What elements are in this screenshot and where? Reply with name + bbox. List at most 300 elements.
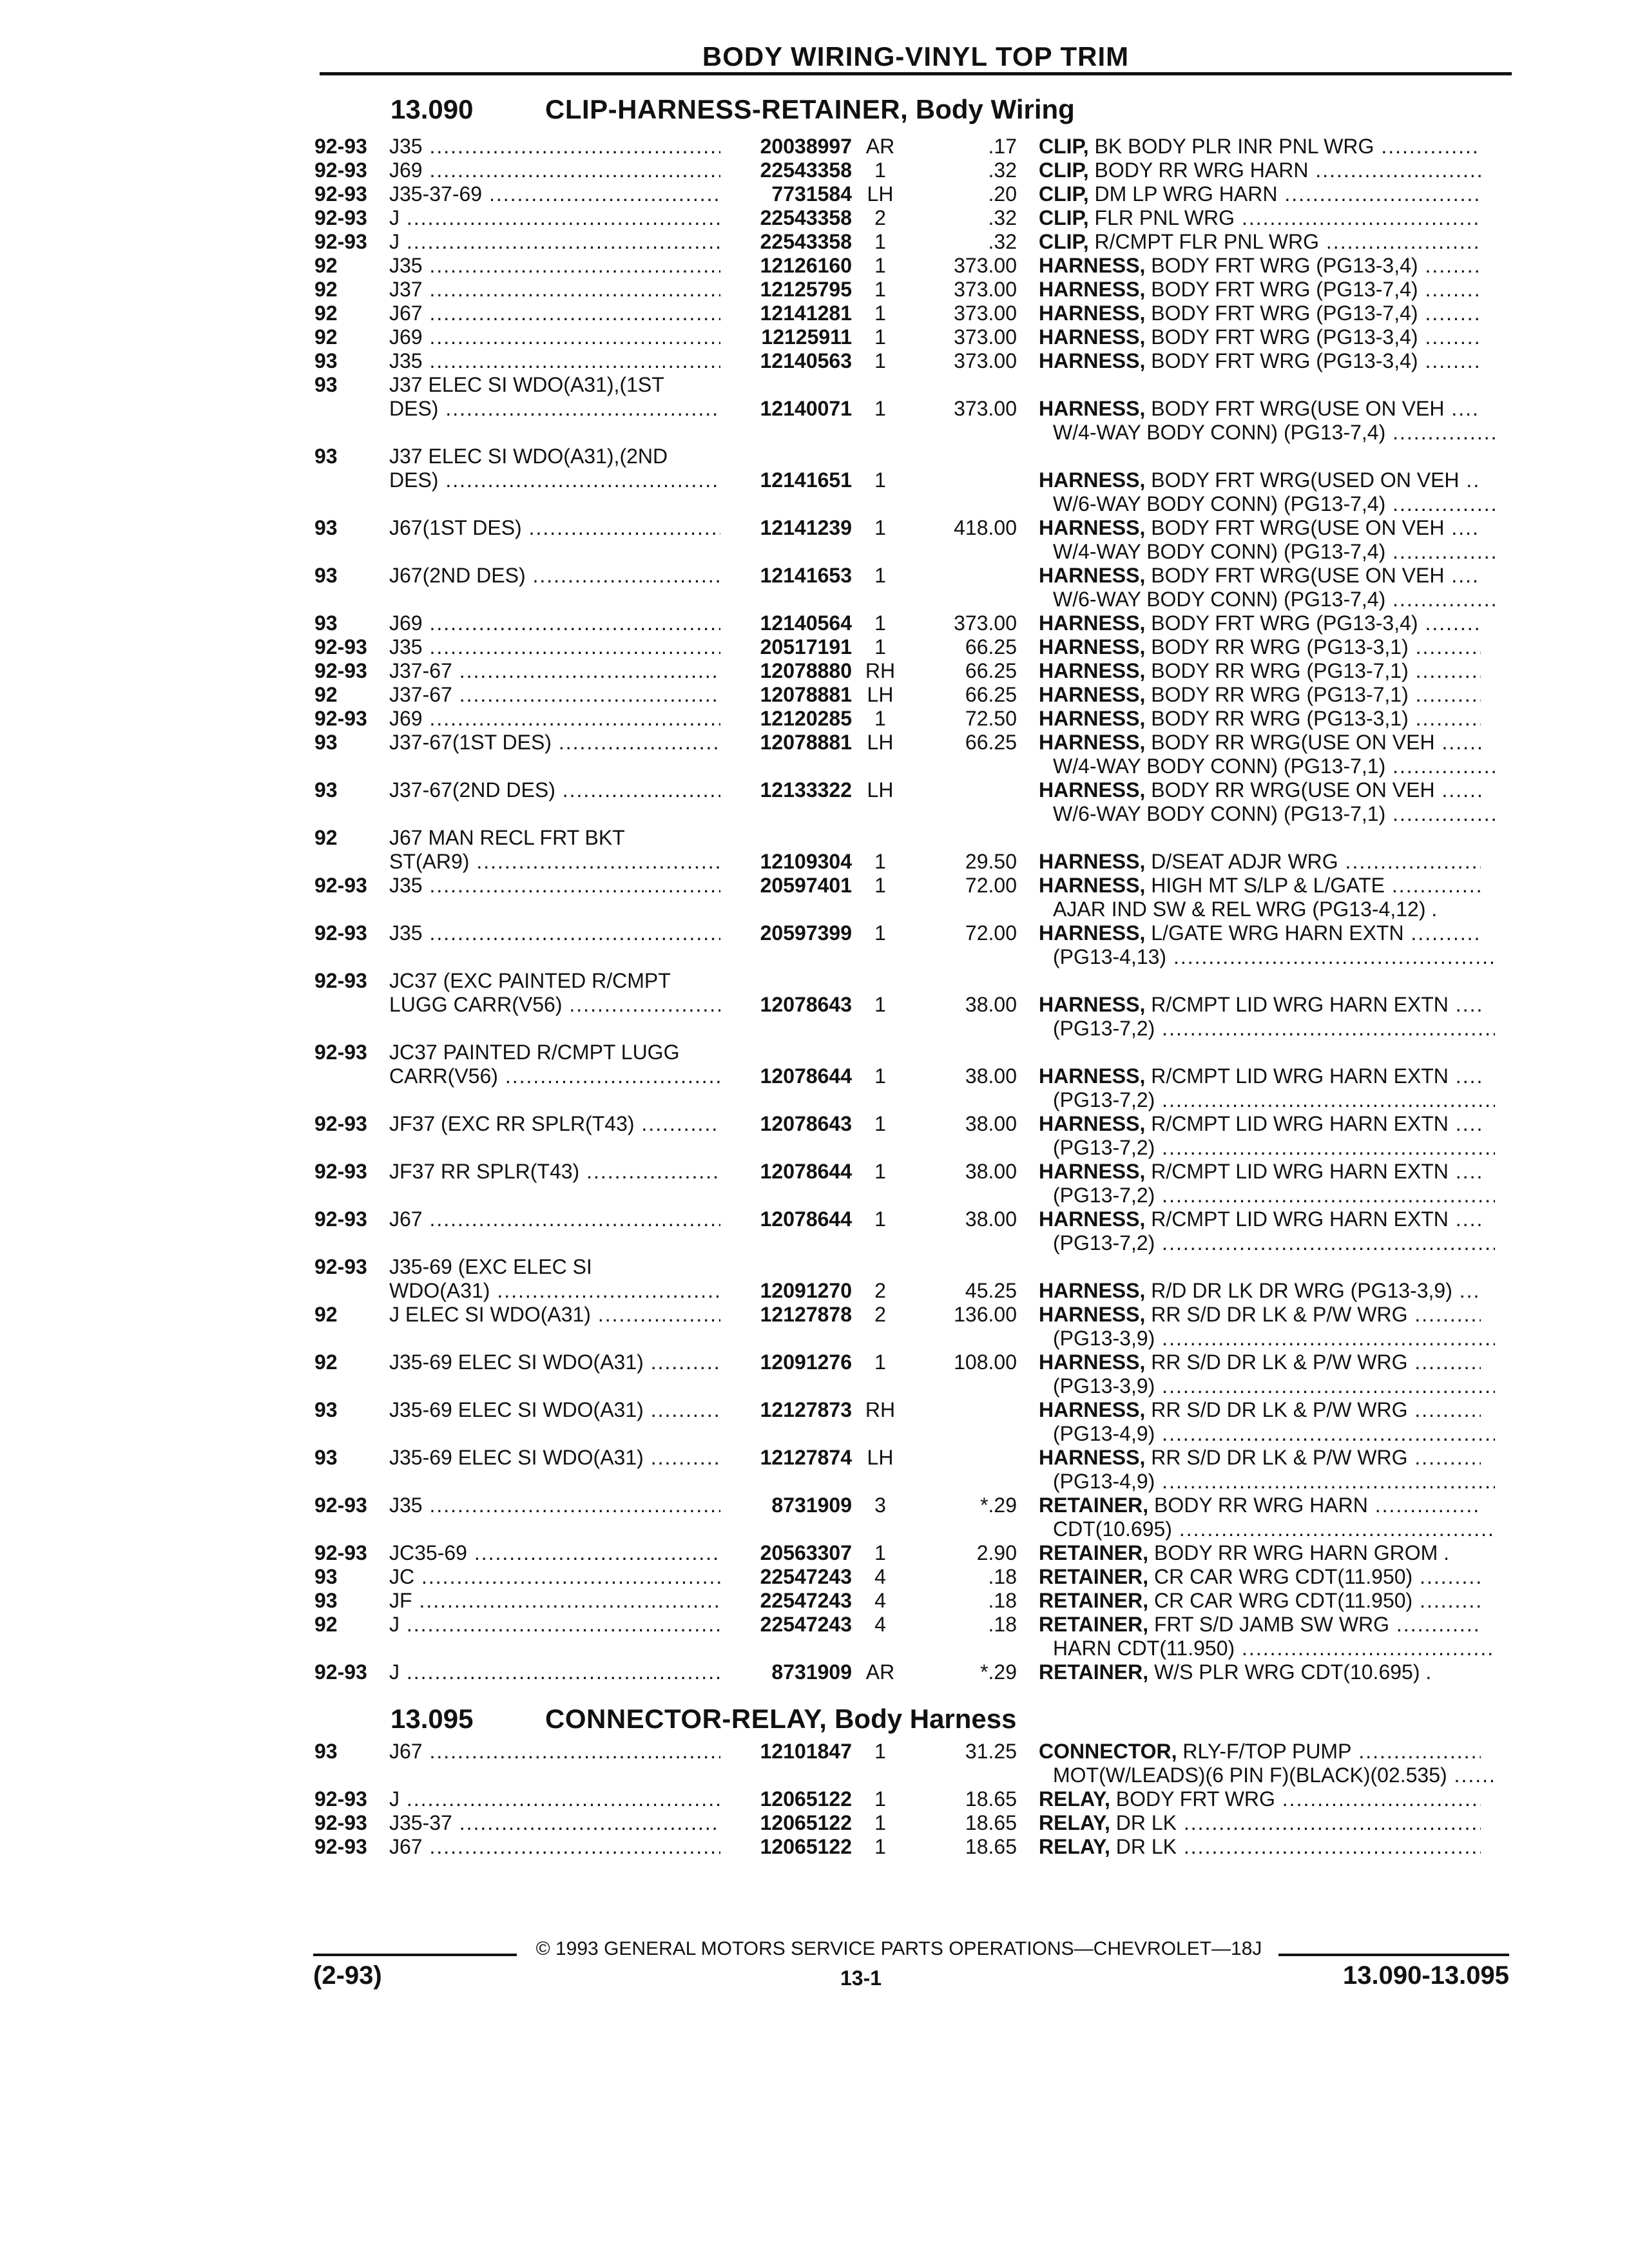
table-row <box>0 1207 1629 1231</box>
description <box>1039 635 1481 659</box>
table-row <box>0 1255 1629 1279</box>
model-year: 92 <box>314 278 338 301</box>
part-number: 12125795 <box>760 278 852 301</box>
description-text: W/6-WAY BODY CONN) (PG13-7,1) <box>1053 802 1386 825</box>
description <box>1039 540 1495 564</box>
model-year: 93 <box>314 1398 338 1421</box>
description <box>1039 898 1495 921</box>
description-keyword: HARNESS, <box>1039 635 1146 658</box>
table-row <box>0 874 1629 898</box>
quantity: LH <box>867 683 894 706</box>
description-text: R/CMPT LID WRG HARN EXTN <box>1151 1207 1449 1231</box>
part-number: 12125911 <box>761 325 852 349</box>
part-number: 12127874 <box>760 1446 852 1469</box>
table-row <box>0 1088 1629 1112</box>
model-year: 92-93 <box>314 135 367 158</box>
model-code: J35 ..... <box>389 635 720 659</box>
part-number: 12091276 <box>760 1350 852 1374</box>
table-row <box>0 731 1629 754</box>
model-year: 92 <box>314 1613 338 1636</box>
description-keyword: HARNESS, <box>1039 516 1146 539</box>
table-row <box>0 230 1629 254</box>
description-text: BODY FRT WRG(USED ON VEH <box>1151 468 1460 492</box>
description-keyword: RELAY, <box>1039 1811 1110 1834</box>
table-row <box>0 1422 1629 1446</box>
table-row <box>0 993 1629 1017</box>
part-number: 12141651 <box>760 468 852 492</box>
quantity: 4 <box>874 1613 886 1636</box>
quantity: 1 <box>874 230 886 253</box>
model-year: 92-93 <box>314 159 367 182</box>
table-row <box>0 1787 1629 1811</box>
part-number: 12126160 <box>760 254 852 277</box>
quantity: 3 <box>874 1494 886 1517</box>
description-keyword: HARNESS, <box>1039 325 1146 349</box>
description-text: BK BODY PLR INR PNL WRG <box>1094 135 1374 158</box>
table-row <box>0 1303 1629 1327</box>
model-code: J35-37-69 ..... <box>389 182 720 206</box>
description-keyword: HARNESS, <box>1039 254 1146 277</box>
description-text: DR LK <box>1115 1835 1177 1858</box>
model-year: 92-93 <box>314 1660 367 1684</box>
quantity: 1 <box>874 278 886 301</box>
quantity: 1 <box>874 635 886 658</box>
price: *.29 <box>980 1660 1017 1684</box>
table-row <box>0 588 1629 611</box>
description <box>1039 254 1481 278</box>
table-row <box>0 1327 1629 1350</box>
description <box>1039 945 1495 969</box>
description-keyword: RETAINER, <box>1039 1541 1149 1564</box>
table-row <box>0 1589 1629 1613</box>
description-keyword: HARNESS, <box>1039 1398 1146 1421</box>
price: *.29 <box>980 1494 1017 1517</box>
model-year: 93 <box>314 1565 338 1588</box>
table-row <box>0 516 1629 540</box>
description-text: RR S/D DR LK & P/W WRG <box>1151 1446 1408 1469</box>
model-year: 92-93 <box>314 1811 367 1834</box>
page-number: 13-1 <box>840 1966 882 1990</box>
description <box>1039 302 1481 325</box>
table-row <box>0 1470 1629 1494</box>
price: 66.25 <box>965 635 1017 658</box>
description-text: HARN CDT(11.950) <box>1053 1637 1235 1660</box>
table-row <box>0 898 1629 921</box>
model-code: JF37 RR SPLR(T43) ..... <box>389 1160 720 1184</box>
description <box>1039 1136 1495 1160</box>
table-row <box>0 468 1629 492</box>
price: 373.00 <box>954 349 1017 372</box>
table-row <box>0 445 1629 468</box>
quantity: 1 <box>874 1811 886 1834</box>
footer-copyright: © 1993 GENERAL MOTORS SERVICE PARTS OPERATIONS—CHEVROLET—18J <box>535 1938 1262 1959</box>
part-number: 12109304 <box>760 850 852 873</box>
section-subtitle: Body Wiring <box>915 94 1075 124</box>
price: 38.00 <box>965 1112 1017 1135</box>
description <box>1039 1231 1495 1255</box>
model-year: 92 <box>314 683 338 706</box>
description-text: BODY RR WRG (PG13-3,1) <box>1151 635 1409 658</box>
table-row <box>0 850 1629 874</box>
table-row <box>0 826 1629 850</box>
model-year: 92 <box>314 1350 338 1374</box>
description <box>1039 1835 1481 1859</box>
description-text: W/6-WAY BODY CONN) (PG13-7,4) <box>1053 492 1386 515</box>
description-text: W/4-WAY BODY CONN) (PG13-7,4) <box>1053 421 1386 444</box>
section-heading-13-090 <box>390 94 1075 125</box>
description <box>1039 1207 1481 1231</box>
description-keyword: HARNESS, <box>1039 993 1146 1016</box>
model-year: 92-93 <box>314 1112 367 1135</box>
description <box>1039 1740 1481 1763</box>
description <box>1039 921 1481 945</box>
model-year: 92-93 <box>314 969 367 992</box>
description <box>1039 754 1495 778</box>
model-code: J ..... <box>389 1660 720 1684</box>
model-year: 93 <box>314 516 338 539</box>
description-text: BODY FRT WRG (PG13-3,4) <box>1151 349 1418 372</box>
description-text: BODY RR WRG(USE ON VEH <box>1151 778 1435 802</box>
section-subtitle: Body Harness <box>834 1704 1017 1734</box>
table-row <box>0 1811 1629 1835</box>
quantity: LH <box>867 731 894 754</box>
description-keyword: HARNESS, <box>1039 397 1146 420</box>
description-text: (PG13-7,2) <box>1053 1136 1155 1159</box>
price: 418.00 <box>954 516 1017 539</box>
part-number: 22543358 <box>760 159 852 182</box>
description <box>1039 778 1481 802</box>
description-text: CDT(10.695) <box>1053 1517 1172 1541</box>
table-row <box>0 611 1629 635</box>
model-code: J69 ..... <box>389 325 720 349</box>
model-year: 93 <box>314 564 338 587</box>
quantity: LH <box>867 1446 894 1469</box>
model-year: 92-93 <box>314 1160 367 1183</box>
quantity: 1 <box>874 516 886 539</box>
model-code: J35-69 ELEC SI WDO(A31) ..... <box>389 1398 720 1422</box>
table-row <box>0 1835 1629 1859</box>
part-number: 12065122 <box>760 1811 852 1834</box>
description <box>1039 1112 1481 1136</box>
description <box>1039 349 1481 373</box>
description <box>1039 731 1481 754</box>
model-year: 92 <box>314 302 338 325</box>
quantity: 1 <box>874 611 886 635</box>
model-code: J35 ..... <box>389 254 720 278</box>
price: 373.00 <box>954 302 1017 325</box>
table-row <box>0 1160 1629 1184</box>
description <box>1039 1811 1481 1835</box>
price: 72.00 <box>965 874 1017 897</box>
table-row <box>0 945 1629 969</box>
part-number: 12065122 <box>760 1835 852 1858</box>
description-keyword: HARNESS, <box>1039 1160 1146 1183</box>
table-row <box>0 278 1629 302</box>
price: 38.00 <box>965 1064 1017 1088</box>
description-keyword: RETAINER, <box>1039 1589 1149 1612</box>
price: .32 <box>988 159 1017 182</box>
description-text: HIGH MT S/LP & L/GATE <box>1151 874 1385 897</box>
model-code: J ..... <box>389 1613 720 1637</box>
model-code: JC35-69 ..... <box>389 1541 720 1565</box>
table-row <box>0 421 1629 445</box>
quantity: 4 <box>874 1589 886 1612</box>
part-number: 22543358 <box>760 230 852 253</box>
description-keyword: HARNESS, <box>1039 1064 1146 1088</box>
description <box>1039 1470 1495 1494</box>
table-row <box>0 325 1629 349</box>
table-row <box>0 659 1629 683</box>
price: .32 <box>988 206 1017 229</box>
model-year: 93 <box>314 1740 338 1763</box>
quantity: 1 <box>874 707 886 730</box>
description-keyword: HARNESS, <box>1039 278 1146 301</box>
model-code: J35-69 (EXC ELEC SI <box>389 1255 592 1278</box>
table-row <box>0 1613 1629 1637</box>
price: 18.65 <box>965 1811 1017 1834</box>
price: .32 <box>988 230 1017 253</box>
quantity: 1 <box>874 1207 886 1231</box>
model-year: 93 <box>314 349 338 372</box>
table-row <box>0 802 1629 826</box>
quantity: RH <box>865 1398 896 1421</box>
description-text: (PG13-4,9) <box>1053 1470 1155 1493</box>
model-code: JC37 PAINTED R/CMPT LUGG <box>389 1041 680 1064</box>
quantity: RH <box>865 659 896 682</box>
model-code: JF37 (EXC RR SPLR(T43) ..... <box>389 1112 720 1136</box>
description-text: CR CAR WRG CDT(11.950) <box>1153 1589 1413 1612</box>
description-text: (PG13-7,2) <box>1053 1088 1155 1111</box>
model-code: J67 ..... <box>389 1207 720 1231</box>
price: .18 <box>988 1613 1017 1636</box>
part-number: 20563307 <box>760 1541 852 1564</box>
quantity: 1 <box>874 874 886 897</box>
description <box>1039 516 1481 540</box>
description <box>1039 325 1481 349</box>
description <box>1039 611 1481 635</box>
description-keyword: HARNESS, <box>1039 778 1146 802</box>
quantity: 1 <box>874 993 886 1016</box>
description-keyword: CLIP, <box>1039 206 1089 229</box>
model-code: J67 ..... <box>389 302 720 325</box>
model-year: 92-93 <box>314 1207 367 1231</box>
model-code: J67(2ND DES) ..... <box>389 564 720 588</box>
price: 72.50 <box>965 707 1017 730</box>
description <box>1039 1565 1481 1589</box>
description-keyword: CLIP, <box>1039 135 1089 158</box>
description-text: BODY FRT WRG (PG13-3,4) <box>1151 254 1418 277</box>
description <box>1039 1787 1481 1811</box>
description-text: BODY FRT WRG (PG13-7,4) <box>1151 278 1418 301</box>
description-keyword: RETAINER, <box>1039 1660 1149 1684</box>
model-code: J ..... <box>389 1787 720 1811</box>
description <box>1039 659 1481 683</box>
model-year: 93 <box>314 373 338 396</box>
price: .20 <box>988 182 1017 206</box>
description-text: FRT S/D JAMB SW WRG <box>1153 1613 1390 1636</box>
description-text: R/D DR LK DR WRG (PG13-3,9) <box>1151 1279 1452 1302</box>
model-code: DES) ..... <box>389 397 720 421</box>
description-text: DM LP WRG HARN <box>1094 182 1278 206</box>
part-number: 7731584 <box>771 182 852 206</box>
description-text: BODY RR WRG (PG13-7,1) <box>1151 683 1409 706</box>
model-code: ST(AR9) ..... <box>389 850 720 874</box>
quantity: 1 <box>874 921 886 945</box>
table-row <box>0 754 1629 778</box>
description <box>1039 683 1481 707</box>
model-year: 93 <box>314 778 338 802</box>
quantity: LH <box>867 778 894 802</box>
table-row <box>0 182 1629 206</box>
table-row <box>0 397 1629 421</box>
model-year: 92-93 <box>314 206 367 229</box>
description-keyword: HARNESS, <box>1039 1350 1146 1374</box>
description <box>1039 492 1495 516</box>
footer-date: (2-93) <box>313 1961 382 1990</box>
description <box>1039 1446 1481 1470</box>
quantity: 2 <box>874 206 886 229</box>
quantity: AR <box>865 135 895 158</box>
description-keyword: HARNESS, <box>1039 611 1146 635</box>
price: 136.00 <box>954 1303 1017 1326</box>
description-text: BODY RR WRG (PG13-7,1) <box>1151 659 1409 682</box>
table-row <box>0 1740 1629 1763</box>
section-name: CLIP-HARNESS-RETAINER, <box>545 94 909 124</box>
model-year: 92-93 <box>314 230 367 253</box>
model-code: J67(1ST DES) ..... <box>389 516 720 540</box>
price: 373.00 <box>954 325 1017 349</box>
price: .17 <box>988 135 1017 158</box>
description-keyword: CONNECTOR, <box>1039 1740 1177 1763</box>
description <box>1039 1589 1481 1613</box>
description-text: W/6-WAY BODY CONN) (PG13-7,4) <box>1053 588 1386 611</box>
part-number: 8731909 <box>771 1660 852 1684</box>
price: 38.00 <box>965 1207 1017 1231</box>
description <box>1039 1613 1481 1637</box>
description-keyword: HARNESS, <box>1039 850 1146 873</box>
model-code: J35-69 ELEC SI WDO(A31) ..... <box>389 1350 720 1374</box>
price: 18.65 <box>965 1787 1017 1811</box>
quantity: 1 <box>874 254 886 277</box>
description-keyword: RETAINER, <box>1039 1613 1149 1636</box>
table-row <box>0 373 1629 397</box>
table-row <box>0 1398 1629 1422</box>
price: 373.00 <box>954 278 1017 301</box>
table-row <box>0 1231 1629 1255</box>
price: 38.00 <box>965 1160 1017 1183</box>
quantity: 4 <box>874 1565 886 1588</box>
part-number: 12120285 <box>760 707 852 730</box>
model-year: 92-93 <box>314 659 367 682</box>
description-keyword: HARNESS, <box>1039 1303 1146 1326</box>
section-heading-13-095 <box>390 1704 1017 1735</box>
table-row <box>0 302 1629 325</box>
model-code: J35 ..... <box>389 1494 720 1517</box>
description-text: BODY RR WRG HARN <box>1094 159 1309 182</box>
part-number: 22543358 <box>760 206 852 229</box>
description-text: D/SEAT ADJR WRG <box>1151 850 1338 873</box>
part-number: 12078881 <box>760 683 852 706</box>
model-year: 93 <box>314 1446 338 1469</box>
description-text: AJAR IND SW & REL WRG (PG13-4,12) . <box>1053 898 1438 921</box>
description <box>1039 1398 1481 1422</box>
description <box>1039 206 1481 230</box>
quantity: 1 <box>874 1112 886 1135</box>
quantity: 1 <box>874 1160 886 1183</box>
table-row <box>0 1279 1629 1303</box>
section-range: 13.090-13.095 <box>1342 1961 1509 1990</box>
model-code: J67 MAN RECL FRT BKT <box>389 826 625 849</box>
description-text: (PG13-3,9) <box>1053 1374 1155 1398</box>
model-code: J67 ..... <box>389 1740 720 1763</box>
quantity: 1 <box>874 349 886 372</box>
model-code: J35 ..... <box>389 349 720 373</box>
description-text: BODY RR WRG(USE ON VEH <box>1151 731 1435 754</box>
description-text: CR CAR WRG CDT(11.950) <box>1153 1565 1413 1588</box>
model-code: JC ..... <box>389 1565 720 1589</box>
description <box>1039 1350 1481 1374</box>
price: 373.00 <box>954 254 1017 277</box>
price: 2.90 <box>976 1541 1017 1564</box>
description-text: R/CMPT LID WRG HARN EXTN <box>1151 993 1449 1016</box>
description <box>1039 1422 1495 1446</box>
price: 66.25 <box>965 683 1017 706</box>
description-text: BODY FRT WRG <box>1115 1787 1275 1811</box>
model-code: JC37 (EXC PAINTED R/CMPT <box>389 969 671 992</box>
model-year: 92 <box>314 254 338 277</box>
quantity: LH <box>867 182 894 206</box>
price: 31.25 <box>965 1740 1017 1763</box>
price: 66.25 <box>965 659 1017 682</box>
model-code: J ELEC SI WDO(A31) ..... <box>389 1303 720 1327</box>
model-year: 92 <box>314 325 338 349</box>
description-keyword: HARNESS, <box>1039 1446 1146 1469</box>
model-year: 92 <box>314 1303 338 1326</box>
quantity: 1 <box>874 1835 886 1858</box>
quantity: 1 <box>874 850 886 873</box>
description-text: R/CMPT FLR PNL WRG <box>1094 230 1320 253</box>
header-rule <box>320 72 1512 75</box>
description <box>1039 707 1481 731</box>
quantity: AR <box>865 1660 895 1684</box>
description-text: FLR PNL WRG <box>1094 206 1235 229</box>
model-year: 92-93 <box>314 635 367 658</box>
model-code: J35 ..... <box>389 921 720 945</box>
table-row <box>0 540 1629 564</box>
description-keyword: HARNESS, <box>1039 1207 1146 1231</box>
description <box>1039 1303 1481 1327</box>
description <box>1039 159 1481 182</box>
description <box>1039 397 1481 421</box>
description-text: DR LK <box>1115 1811 1177 1834</box>
description-keyword: HARNESS, <box>1039 1279 1146 1302</box>
description-text: (PG13-3,9) <box>1053 1327 1155 1350</box>
part-number: 12078644 <box>760 1064 852 1088</box>
description <box>1039 564 1481 588</box>
description <box>1039 135 1481 159</box>
section-name: CONNECTOR-RELAY, <box>545 1704 827 1734</box>
model-code: J ..... <box>389 230 720 254</box>
quantity: 1 <box>874 1350 886 1374</box>
description <box>1039 468 1481 492</box>
table-row <box>0 1041 1629 1064</box>
description-text: BODY FRT WRG(USE ON VEH <box>1151 516 1445 539</box>
part-number: 12101847 <box>760 1740 852 1763</box>
description <box>1039 588 1495 611</box>
quantity: 2 <box>874 1303 886 1326</box>
description-text: BODY RR WRG (PG13-3,1) <box>1151 707 1409 730</box>
table-row <box>0 1446 1629 1470</box>
